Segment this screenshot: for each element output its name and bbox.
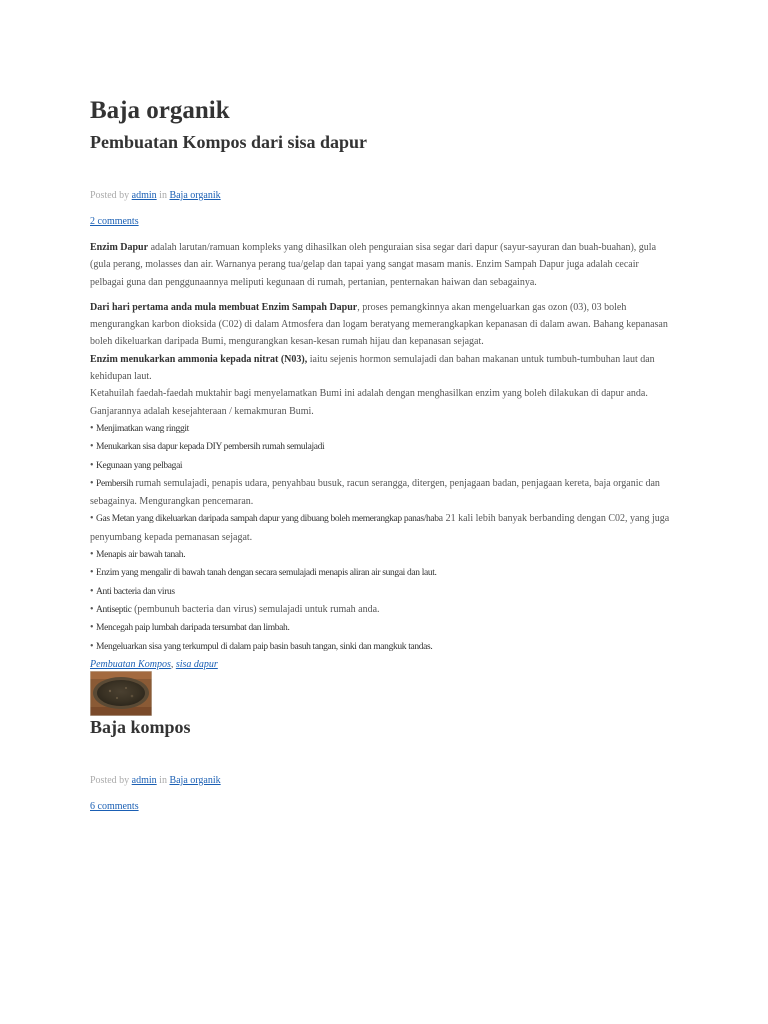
in-label: in (159, 190, 167, 201)
list-item: • Mengeluarkan sisa yang terkumpul di dalam paip basin basuh tangan, sinki dan mangkuk tandas. (90, 640, 433, 652)
post-thumbnail-image[interactable] (90, 671, 152, 716)
next-post-meta (90, 774, 221, 788)
list-item: • Kegunaan yang pelbagai (90, 459, 183, 471)
paragraph: Enzim Dapur adalah larutan/ramuan kompleks yang dihasilkan oleh penguraian sisa segar dari dapur (sayur-sayuran dan buah-buahan), gula (gula perang, molasses dan air. Warnanya perang tua/gelap dan tapai yang sangat masam manis. Enzim Sampah Dapur juga adalah cecair pelbagai guna dan penggunaannya meliputi kegunaan di rumah, pertanian, penternakan haiwan dan sebagainya. (90, 242, 657, 288)
category-link[interactable]: Baja organik (169, 190, 221, 201)
next-comments-row (90, 800, 139, 814)
list-item: • Mencegah paip lumbah daripada tersumbat dan limbah. (90, 622, 290, 634)
comments-row (90, 215, 139, 229)
compost-photo (90, 671, 152, 716)
paragraph: Dari hari pertama anda mula membuat Enzim Sampah Dapur, proses pemangkinnya akan mengeluarkan gas ozon (03), 03 boleh mengurangkan karbon dioksida (C02) di dalam Atmosfera dan logam beratyang memerangkapkan kepanasan di dalam awan. Bahang kepanasan boleh dikeluarkan daripada Bumi, mengurangkan kesan-kesan rumah hijau dan kepanasan sejagat. (90, 301, 668, 348)
list-item: • Antiseptic (pembunuh bacteria dan virus) semulajadi untuk rumah anda. (90, 603, 380, 615)
paragraph: Enzim menukarkan ammonia kepada nitrat (N03), iaitu sejenis hormon semulajadi dan bahan makanan untuk tumbuh-tumbuhan laut dan kehidupan laut. (90, 353, 655, 383)
bold-lead: Dari hari pertama anda mula membuat Enzim Sampah Dapur (90, 301, 358, 313)
list-item: • Gas Metan yang dikeluarkan daripada sampah dapur yang dibuang boleh memerangkap panas/haba 21 kali lebih banyak berbanding dengan C02, yang juga penyumbang kepada pemanasan sejagat. (90, 513, 670, 543)
in-label: in (159, 775, 167, 786)
category-link[interactable]: Baja organik (169, 775, 221, 786)
list-item: • Menapis air bawah tanah. (90, 549, 186, 561)
paragraph: Ketahuilah faedah-faedah muktahir bagi menyelamatkan Bumi ini adalah dengan menghasilkan enzim yang boleh dilakukan di dapur anda. Ganjarannya adalah kesejahteraan / kemakmuran Bumi. (90, 388, 648, 417)
posted-by-label: Posted by (90, 775, 130, 786)
tag-link[interactable]: Pembuatan Kompos (90, 659, 171, 670)
tag-link[interactable]: sisa dapur (175, 659, 218, 670)
list-item: • Enzim yang mengalir di bawah tanah dengan secara semulajadi menapis aliran air sungai dan laut. (90, 567, 437, 579)
list-item: • Menukarkan sisa dapur kepada DIY pembersih rumah semulajadi (90, 441, 325, 453)
bold-lead: Enzim Dapur (90, 242, 149, 253)
next-post-title[interactable]: Baja kompos (90, 717, 191, 737)
list-item: • Anti bacteria dan virus (90, 585, 175, 597)
list-item: • Menjimatkan wang ringgit (90, 422, 189, 434)
author-link[interactable]: admin (131, 775, 157, 786)
list-item: • Pembersih rumah semulajadi, penapis udara, penyahbau busuk, racun serangga, ditergen, penjagaan badan, penjagaan kereta, baja organic dan sebagainya. Mengurangkan pencemaran. (90, 477, 660, 508)
posted-by-label: Posted by (90, 190, 130, 201)
post-body (90, 239, 675, 656)
author-link[interactable]: admin (131, 190, 157, 201)
post-tags: Pembuatan Kompos, sisa dapur (90, 659, 218, 670)
post-title[interactable]: Pembuatan Kompos dari sisa dapur (90, 132, 368, 152)
bold-lead: Enzim menukarkan ammonia kepada nitrat (N03), (90, 353, 308, 365)
comments-link[interactable]: 2 comments (90, 216, 139, 227)
page-title: Baja organik (90, 97, 230, 124)
comments-link[interactable]: 6 comments (90, 801, 139, 812)
post-meta (90, 189, 221, 203)
